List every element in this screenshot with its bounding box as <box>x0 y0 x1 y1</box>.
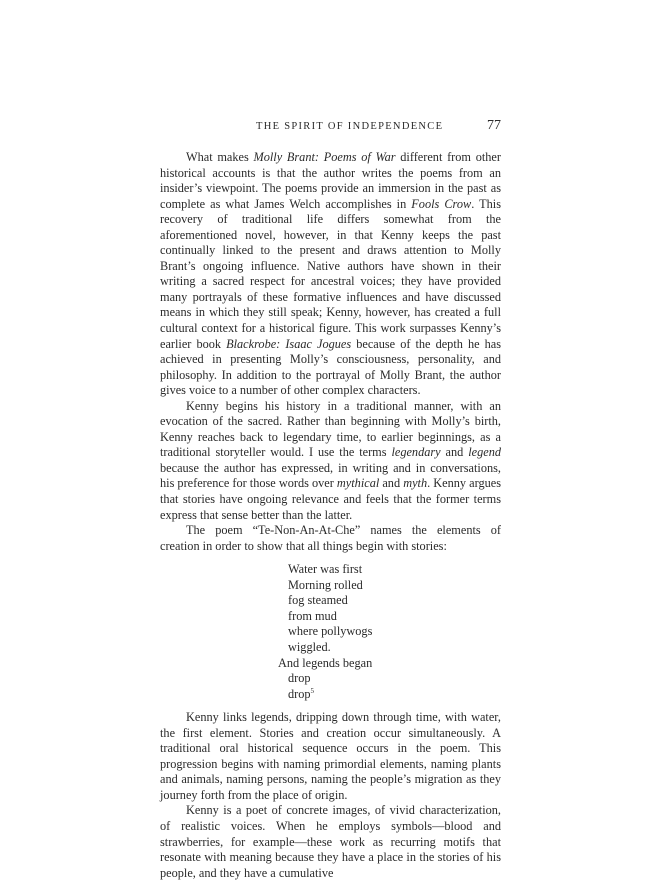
poem-line: And legends began <box>278 655 373 670</box>
book-title-blackrobe: Blackrobe: Isaac Jogues <box>226 336 352 351</box>
poem-line: from mud <box>288 608 337 623</box>
paragraph-1-text: because of the depth he has achieved in presenting Molly’s consciousness, personality, and philosophy. In addition to the portrayal of Molly Brant, the author gives voice to a number of other complex characters. <box>160 336 501 398</box>
running-title: THE SPIRIT OF INDEPENDENCE <box>256 121 444 132</box>
paragraph-2-text: and <box>440 445 469 460</box>
poem-line: Morning rolled <box>288 577 363 592</box>
page-number: 77 <box>487 118 501 133</box>
paragraph-2-text: . Kenny argues that stories have ongoing relevance and feels that the former terms express that sense better than the latter. <box>160 476 501 522</box>
book-title-molly-brant: Molly Brant: Poems of War <box>253 150 396 164</box>
paragraph-2-text: Kenny begins his history in a traditional manner, with an evocation of the sacred. Rather than beginning with Molly’s birth, Kenny reaches back to legendary time, to earlier beginnings, as a traditional storyteller would. I use the terms <box>160 398 501 460</box>
poem-line-text: drop <box>288 686 311 701</box>
paragraph-3: The poem “Te-Non-An-At-Che” names the elements of creation in order to show that all things begin with stories: <box>160 523 501 553</box>
poem-excerpt <box>278 562 501 702</box>
term-legendary: legendary <box>391 445 441 460</box>
body-text <box>160 150 501 881</box>
paragraph-2-text: because the author has expressed, in writing and in conversations, his preference for those words over <box>160 460 501 491</box>
poem-line: Water was first <box>288 562 363 577</box>
paragraph-2-text: and <box>379 476 404 491</box>
term-mythical: mythical <box>336 476 380 491</box>
running-head <box>160 118 501 136</box>
poem-line-last <box>288 687 501 703</box>
paragraph-5: Kenny is a poet of concrete images, of vivid characterization, of realistic voices. When he employs symbols—blood and strawberries, for example—these work as recurring motifs that resonate with meaning because they have a place in the stories of his people, and they have a cumulative <box>160 803 501 880</box>
footnote-marker: 5 <box>310 686 315 695</box>
book-title-fools-crow: Fools Crow <box>411 196 472 211</box>
paragraph-1-text: What makes <box>186 150 254 164</box>
paragraph-1 <box>160 150 501 399</box>
poem-line: fog steamed <box>288 593 348 608</box>
paragraph-4: Kenny links legends, dripping down through time, with water, the first element. Stories and creation occur simultaneously. A traditional oral historical sequence occurs in the poem. This progression begins with naming primordial elements, naming plants and animals, naming persons, naming the people’s migration as they journey forth from the place of origin. <box>160 710 501 802</box>
paragraph-2 <box>160 399 501 523</box>
term-legend: legend <box>468 445 501 460</box>
poem-line: where pollywogs <box>288 624 373 639</box>
poem-line: drop <box>288 671 311 686</box>
term-myth: myth <box>403 476 428 491</box>
paragraph-1-text: . This recovery of traditional life differs somewhat from the aforementioned novel, however, in that Kenny keeps the past continually linked to the present and draws attention to Molly Brant’s ongoing influence. Native authors have shown in their writing a sacred respect for ancestral voices; they have provided many portrayals of these formative influences and have discussed means in which they still speak; Kenny, however, has created a full cultural context for a historical figure. This work surpasses Kenny’s earlier book <box>160 196 502 351</box>
paragraph-1-text: different from other historical accounts is that the author writes the poems from an insider’s viewpoint. The poems provide an immersion in the past as complete as what James Welch accomplishes in <box>160 150 501 211</box>
poem-line: wiggled. <box>288 639 331 654</box>
